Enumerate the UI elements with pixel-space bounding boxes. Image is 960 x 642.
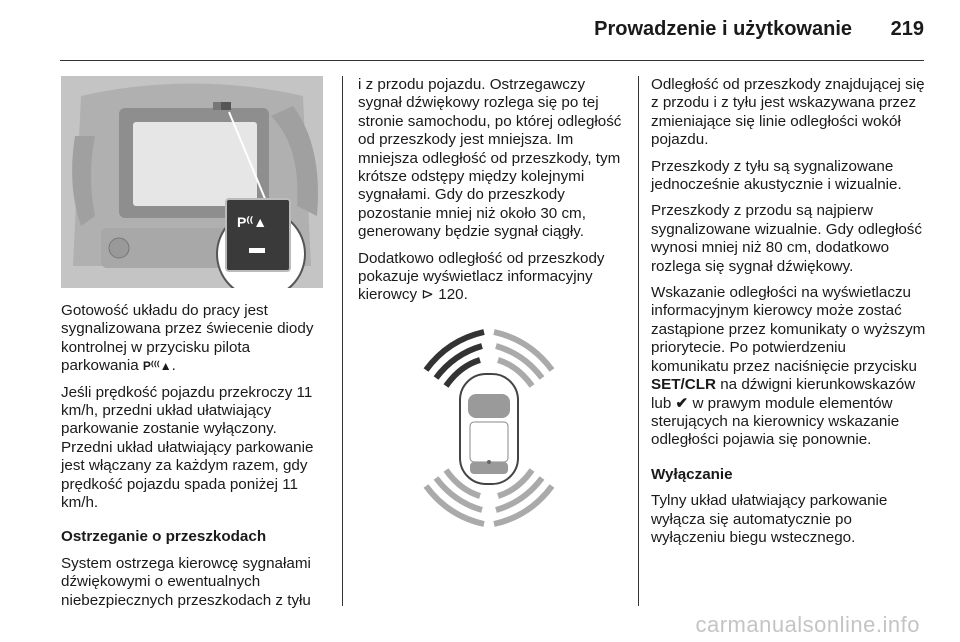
paragraph: i z przodu pojazdu. Ostrzegawczy sygnał dźwiękowy rozlega się po tej stronie samochodu, po której odległość od przeszkody jest mniejsza. Im mniejsza odległość od przeszkody, tym krótsze odstępy między kolejnymi sygnałami. Gdy do przeszkody pozostanie mniej niż około 30 cm, generowany będzie sygnał ciągły.	[358, 76, 622, 241]
paragraph: Odległość od przeszkody znajdującej się z przodu i z tyłu jest wskazywana przez zmieniające się linie odległości wokół pojazdu.	[651, 76, 925, 149]
page-reference: ⊳ 120	[421, 286, 464, 304]
paragraph: Dodatkowo odległość od przeszkody pokazuje wyświetlacz informacyjny kierowcy ⊳ 120.	[358, 249, 605, 304]
column-divider	[342, 76, 343, 606]
paragraph: Gotowość układu do pracy jest sygnalizowana przez świecenie diody kontrolnej w przycisku pilota parkowania P⁽⁽⁽▲.	[61, 302, 314, 375]
paragraph: Jeśli prędkość pojazdu przekroczy 11 km/h, przedni układ ułatwiający parkowanie zostanie wyłączony. Przedni układ ułatwiający parkowanie jest włączany za każdym razem, gdy prędkość pojazdu spada poniżej 11 km/h.	[61, 383, 314, 512]
paragraph: Tylny układ ułatwiający parkowanie wyłącza się automatycznie po wyłączeniu biegu wstecznego.	[651, 492, 888, 546]
paragraph: Przeszkody z tyłu są sygnalizowane jednocześnie akustycznie i wizualnie.	[651, 157, 902, 194]
car-distance-illustration	[358, 322, 620, 536]
paragraph: Przeszkody z przodu są najpierw sygnalizowane wizualnie. Gdy odległość wynosi mniej niż 80 cm, dodatkowo rozlega się sygnał dźwiękowy.	[651, 202, 922, 275]
set-clr-button-label: SET/CLR	[651, 376, 716, 394]
column-3	[651, 76, 927, 555]
paragraph: System ostrzega kierowcę sygnałami dźwiękowymi o ewentualnych niebezpiecznych przeszkodach z tyłu	[61, 554, 311, 609]
paragraph: Wskazanie odległości na wyświetlaczu informacyjnym kierowcy może zostać zastąpione przez komunikaty o wyższym priorytecie. Po potwierdzeniu komunikatu przez naciśnięcie przycisku SET/CLR na dźwigni kierunkowskazów lub ✔ w prawym module elementów sterujących na kierownicy wskazanie odległości pojawia się ponownie.	[651, 284, 926, 449]
car-distance-figure	[358, 322, 620, 536]
page-number: 219	[890, 18, 924, 40]
section-heading: Wyłączanie	[651, 465, 733, 483]
parking-button	[225, 198, 291, 272]
parking-sensor-icon: P⁽⁽▲	[237, 214, 268, 230]
parking-pilot-icon: P⁽⁽⁽▲	[142, 359, 172, 374]
watermark: carmanualsonline.info	[695, 612, 920, 637]
column-2	[358, 76, 628, 313]
dashboard-figure	[61, 76, 323, 288]
header-rule	[60, 60, 924, 61]
check-icon: ✔	[675, 394, 689, 412]
section-heading: Ostrzeganie o przeszkodach	[61, 528, 267, 546]
column-1	[61, 302, 331, 618]
column-divider	[638, 76, 639, 606]
indicator-led	[249, 248, 265, 253]
page-header-title: Prowadzenie i użytkowanie	[594, 18, 852, 40]
